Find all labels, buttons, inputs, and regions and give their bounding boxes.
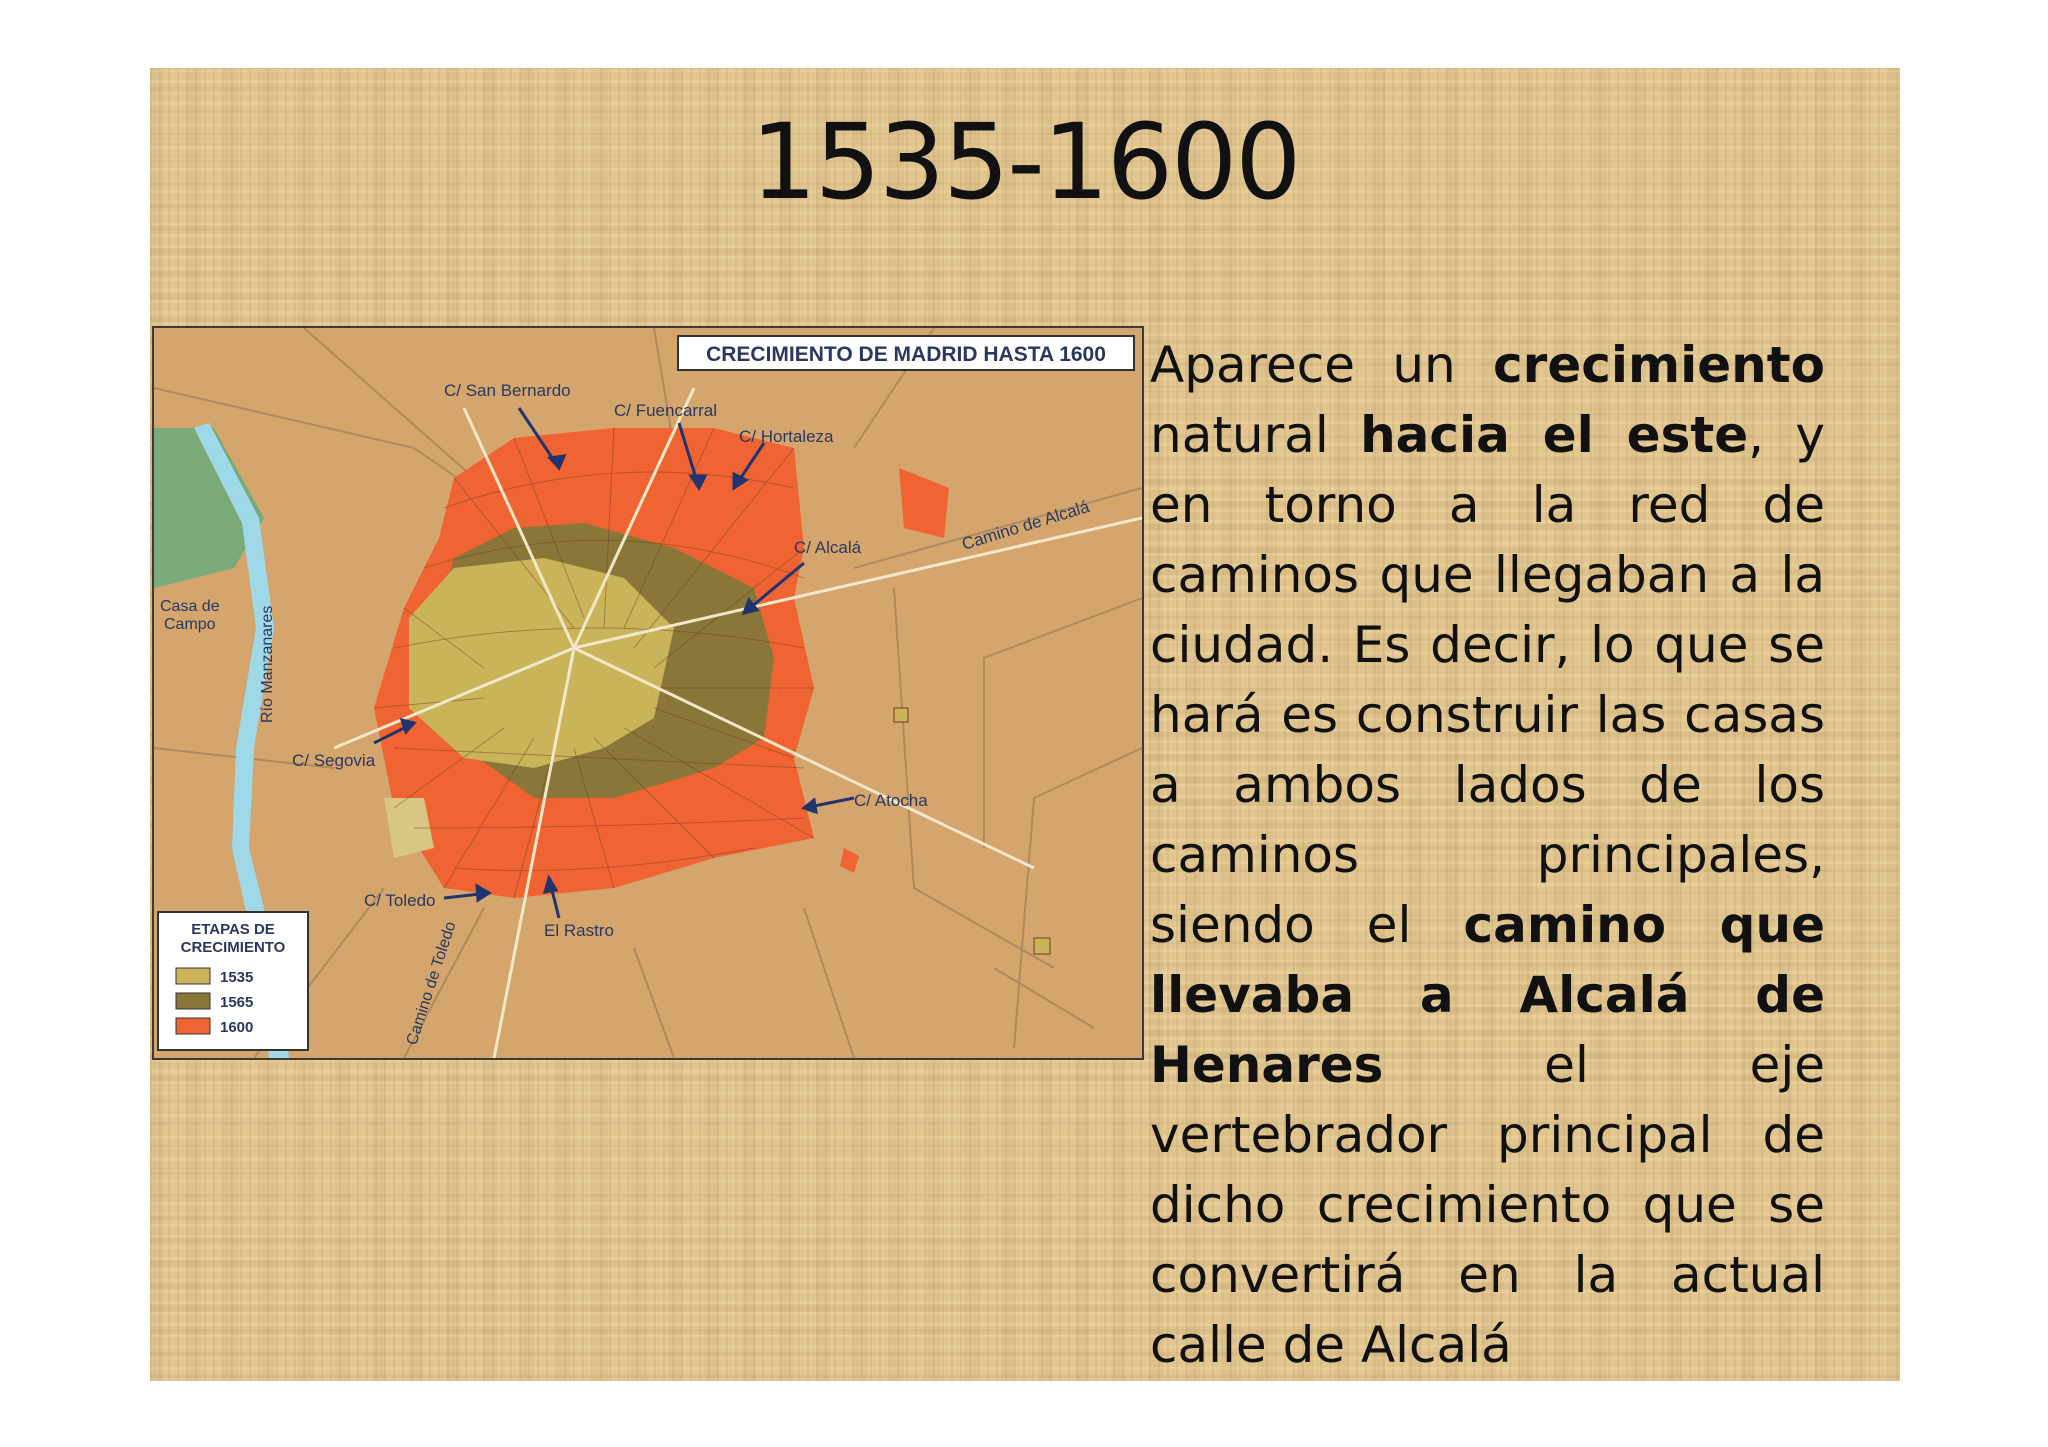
label-hortaleza: C/ Hortaleza: [739, 427, 834, 446]
slide-title: 1535-1600: [750, 101, 1300, 223]
bold-text-run: hacia el este: [1360, 406, 1749, 464]
map-title: CRECIMIENTO DE MADRID HASTA 1600: [706, 343, 1106, 366]
legend-swatch-1600: [176, 1018, 210, 1034]
map-legend: [158, 912, 308, 1050]
label-camino-alcala: Camino de Alcalá: [959, 496, 1092, 554]
legend-title-2: CRECIMIENTO: [180, 939, 286, 956]
label-rio-manzanares: Río Manzanares: [259, 605, 276, 723]
label-casa-campo-1: Casa de: [160, 598, 220, 615]
label-segovia: C/ Segovia: [292, 751, 376, 770]
legend-title-1: ETAPAS DE: [191, 921, 275, 938]
legend-label-1535: 1535: [220, 969, 254, 986]
label-fuencarral: C/ Fuencarral: [614, 401, 717, 420]
label-san-bernardo: C/ San Bernardo: [444, 381, 571, 400]
label-camino-toledo: Camino de Toledo: [403, 919, 460, 1048]
label-alcala: C/ Alcalá: [794, 538, 862, 557]
slide: [150, 68, 1900, 1381]
legend-swatch-1535: [176, 968, 210, 984]
text-run: , y en torno a la red de caminos que llegaban a la ciudad. Es decir, lo que se hará es construir las casas a ambos lados de los caminos principales, siendo el: [1150, 406, 1825, 954]
map-svg: [154, 328, 1142, 1058]
bold-text-run: crecimiento: [1493, 336, 1825, 394]
text-run: el eje vertebrador principal de dicho crecimiento que se convertirá en la actual calle de Alcalá: [1150, 1036, 1825, 1374]
madrid-growth-map: [152, 326, 1144, 1060]
text-run: Aparece un: [1150, 336, 1494, 394]
legend-label-1565: 1565: [220, 994, 254, 1011]
label-toledo: C/ Toledo: [364, 891, 436, 910]
body-paragraph: [1150, 330, 1825, 1380]
label-casa-campo-2: Campo: [164, 616, 216, 633]
bold-text-run: camino que llevaba a Alcalá de Henares: [1150, 896, 1825, 1094]
label-el-rastro: El Rastro: [544, 921, 614, 940]
legend-swatch-1565: [176, 993, 210, 1009]
label-atocha: C/ Atocha: [854, 791, 928, 810]
text-run: natural: [1150, 406, 1361, 464]
legend-label-1600: 1600: [220, 1019, 254, 1036]
